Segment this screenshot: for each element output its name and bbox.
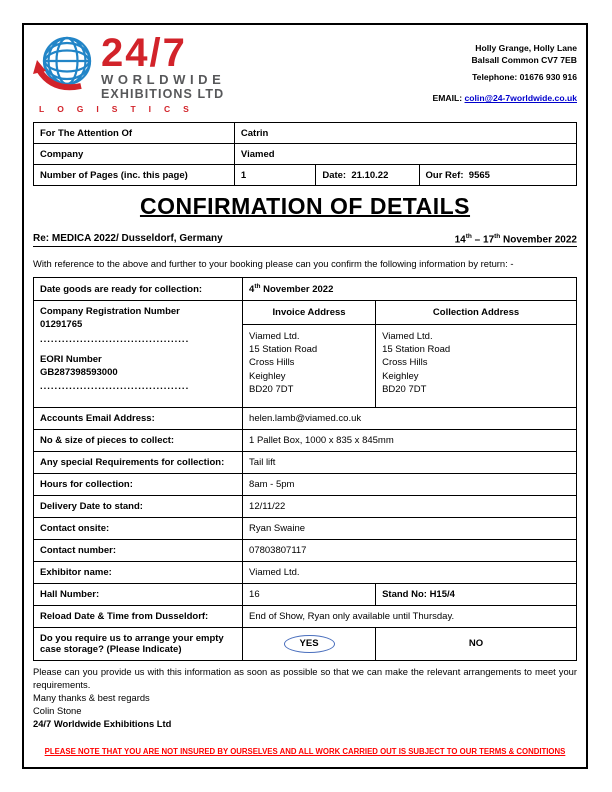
reg-number-label: Company Registration Number: [40, 306, 180, 318]
reload-date-value: End of Show, Ryan only available until Thursday.: [243, 605, 577, 627]
table-row: [34, 495, 577, 517]
email-link[interactable]: colin@24-7worldwide.co.uk: [464, 93, 577, 104]
signature-name: Colin Stone: [33, 704, 82, 716]
yes-circle-annotation: YES: [284, 635, 335, 653]
event-dates: 14th – 17th November 2022: [454, 233, 577, 246]
yes-option[interactable]: [243, 627, 376, 660]
contact-number-value: 07803807117: [243, 539, 577, 561]
accounts-email-label: Accounts Email Address:: [34, 407, 243, 429]
registration-cell: [34, 301, 243, 407]
table-row: [34, 429, 577, 451]
hours-label: Hours for collection:: [34, 473, 243, 495]
table-row: [34, 539, 577, 561]
accounts-email-value: helen.lamb@viamed.co.uk: [243, 407, 577, 429]
email-line: [433, 92, 577, 104]
ready-date-label: Date goods are ready for collection:: [34, 278, 243, 301]
special-requirements-value: Tail lift: [243, 451, 577, 473]
ref-value: 9565: [468, 169, 490, 181]
delivery-date-value: 12/11/22: [243, 495, 577, 517]
attention-table: [33, 122, 577, 186]
invoice-address: Viamed Ltd. 15 Station Road Cross Hills Keighley BD20 7DT: [243, 325, 376, 407]
table-row: [34, 123, 577, 144]
closing-paragraph: Please can you provide us with this information as soon as possible so that we can make the relevant arrangements to meet your requirements.: [33, 665, 577, 690]
globe-arrow-icon: [33, 34, 99, 99]
telephone-line: Telephone: 01676 930 916: [472, 71, 577, 82]
re-line: [33, 233, 577, 247]
table-row: [34, 144, 577, 165]
reg-number-value: 01291765: [40, 319, 83, 331]
date-value: 21.10.22: [351, 169, 389, 181]
company-value: Viamed: [234, 144, 576, 165]
eori-value: GB287398593000: [40, 366, 118, 378]
table-row: [34, 583, 577, 605]
dotted-line: .........................................: [40, 381, 190, 393]
collection-address: Viamed Ltd. 15 Station Road Cross Hills Keighley BD20 7DT: [376, 325, 577, 407]
contact-number-label: Contact number:: [34, 539, 243, 561]
brand-worldwide: WORLDWIDE: [101, 72, 226, 87]
ready-date-value: 4th November 2022: [243, 278, 577, 301]
reload-date-label: Reload Date & Time from Dusseldorf:: [34, 605, 243, 627]
brand-number: 24/7: [101, 31, 187, 75]
collection-address-header: Collection Address: [376, 301, 577, 325]
table-row: [34, 278, 577, 301]
attention-label: For The Attention Of: [34, 123, 235, 144]
eori-label: EORI Number: [40, 354, 102, 366]
hall-number-label: Hall Number:: [34, 583, 243, 605]
table-row: [34, 517, 577, 539]
email-label: EMAIL:: [432, 93, 465, 104]
company-contact-block: [433, 34, 577, 105]
special-requirements-label: Any special Requirements for collection:: [34, 451, 243, 473]
insurance-notice: PLEASE NOTE THAT YOU ARE NOT INSURED BY OURSELVES AND ALL WORK CARRIED OUT IS SUBJECT TO OUR TERMS & CONDITIONS: [44, 747, 566, 756]
closing-block: [33, 666, 577, 731]
table-row: [34, 165, 577, 186]
pieces-value: 1 Pallet Box, 1000 x 835 x 845mm: [243, 429, 577, 451]
hours-value: 8am - 5pm: [243, 473, 577, 495]
table-row: [34, 451, 577, 473]
table-row: [34, 407, 577, 429]
address-line-2: Balsall Common CV7 7EB: [471, 55, 577, 66]
address-line-1: Holly Grange, Holly Lane: [475, 43, 577, 53]
brand-logistics: LOGISTICS: [39, 104, 202, 114]
signature-company: 24/7 Worldwide Exhibitions Ltd: [33, 717, 172, 729]
page-title: CONFIRMATION OF DETAILS: [139, 193, 471, 219]
table-row: [34, 605, 577, 627]
pieces-label: No & size of pieces to collect:: [34, 429, 243, 451]
pages-label: Number of Pages (inc. this page): [34, 165, 235, 186]
hall-number-value: 16: [243, 583, 376, 605]
pages-value: 1: [234, 165, 315, 186]
empty-case-storage-label: Do you require us to arrange your empty case storage? (Please Indicate): [34, 627, 243, 660]
ref-cell: [419, 165, 577, 186]
company-label: Company: [34, 144, 235, 165]
re-subject: Re: MEDICA 2022/ Dusseldorf, Germany: [33, 233, 223, 244]
table-row: [34, 301, 577, 325]
regards-line: Many thanks & best regards: [33, 691, 150, 703]
invoice-address-header: Invoice Address: [243, 301, 376, 325]
date-label: Date:: [322, 169, 347, 181]
exhibitor-name-value: Viamed Ltd.: [243, 561, 577, 583]
table-row: [34, 627, 577, 660]
dotted-line: .........................................: [40, 333, 190, 345]
ref-label: Our Ref:: [425, 169, 464, 181]
date-cell: [316, 165, 419, 186]
no-option[interactable]: NO: [376, 627, 577, 660]
brand-exhibitions: EXHIBITIONS LTD: [101, 87, 225, 101]
page-frame: [22, 23, 588, 769]
table-row: [34, 561, 577, 583]
header: [33, 31, 577, 114]
details-table: [33, 277, 577, 660]
intro-paragraph: With reference to the above and further to your booking please can you confirm the following information by return: -: [33, 258, 514, 270]
attention-value: Catrin: [234, 123, 576, 144]
exhibitor-name-label: Exhibitor name:: [34, 561, 243, 583]
table-row: [34, 473, 577, 495]
company-logo: [33, 31, 226, 114]
contact-onsite-value: Ryan Swaine: [243, 517, 577, 539]
contact-onsite-label: Contact onsite:: [34, 517, 243, 539]
delivery-date-label: Delivery Date to stand:: [34, 495, 243, 517]
stand-number-value: Stand No: H15/4: [376, 583, 577, 605]
